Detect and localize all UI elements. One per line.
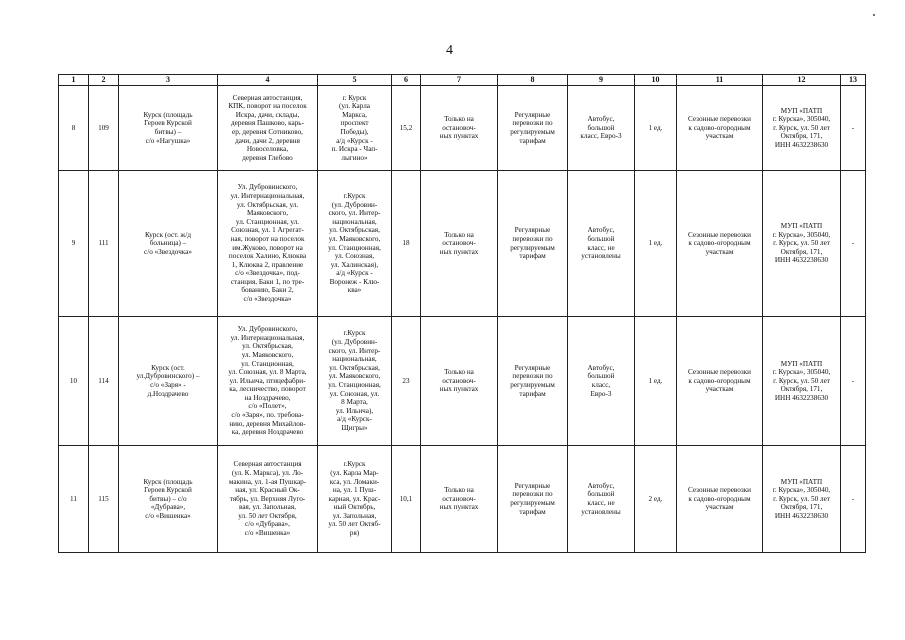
boarding-procedure: Только на остановоч- ных пунктах xyxy=(421,86,498,171)
boarding-procedure: Только на остановоч- ных пунктах xyxy=(421,171,498,317)
route-name: Курск (площадь Героев Курской битвы) – с/о «Дубрава», с/о «Вишенка» xyxy=(119,446,218,553)
scan-speck xyxy=(873,14,875,16)
table-row xyxy=(59,446,866,553)
table-row xyxy=(59,317,866,446)
vehicle-count: 1 ед. xyxy=(635,86,677,171)
routes-table xyxy=(58,74,866,553)
column-header-4: 4 xyxy=(218,75,318,86)
route-number: 115 xyxy=(89,446,119,553)
streets-list: г.Курск (ул. Карла Мар- кса, ул. Ломаки- на, ул. 1 Пуш- карная, ул. Крас- ный Октябрь, ул. Запольная, ул. 50 лет Октяб- ря) xyxy=(318,446,392,553)
carrier-info: МУП «ПАТП г. Курска», 305040, г. Курск, ул. 50 лет Октября, 171, ИНН 4632238630 xyxy=(763,317,841,446)
stops-list: Ул. Дубровинского, ул. Интернациональная, ул. Октябрьская, ул. Маяковского, ул. Станционная, ул. Союзная, ул. 8 Марта, ул. Ильича, птицефабри- ка, лесничество, поворот на Ноздрачево, с/о «Полет», с/о «Заря», по. требова- нию, деревня Михайлов- ка, деревня Ноздрачево xyxy=(218,317,318,446)
route-number: 109 xyxy=(89,86,119,171)
notes: - xyxy=(841,171,866,317)
column-header-9: 9 xyxy=(568,75,635,86)
stops-list: Ул. Дубровинского, ул. Интернациональная, ул. Октябрьская, ул. Маяковского, ул. Станционная, ул. Союзная, ул. 1 Агрегат- ная, поворот на поселок им.Жуково, поворот на поселок Халино, Клюква 1, Клюква 2, правление с/о «Звездочка», под- станция, Баки 1, по тре- бованию, Баки 2, с/о «Звездочка» xyxy=(218,171,318,317)
route-length: 23 xyxy=(392,317,421,446)
service-schedule: Сезонные перевозки к садово-огородным участкам xyxy=(677,171,763,317)
page-number: 4 xyxy=(446,43,453,58)
boarding-procedure: Только на остановоч- ных пунктах xyxy=(421,317,498,446)
streets-list: г.Курск (ул. Дубровин- ского, ул. Интер- национальная, ул. Октябрьская, ул. Маяковского, ул. Станционная, ул. Союзная, ул. Халинская), а/д «Курск - Воронеж - Клю- ква» xyxy=(318,171,392,317)
column-header-3: 3 xyxy=(119,75,218,86)
route-length: 18 xyxy=(392,171,421,317)
row-number: 10 xyxy=(59,317,89,446)
service-schedule: Сезонные перевозки к садово-огородным участкам xyxy=(677,86,763,171)
column-header-13: 13 xyxy=(841,75,866,86)
streets-list: г. Курск (ул. Карла Маркса, проспект Победы), а/д «Курск - п. Искра - Чап- лыгино» xyxy=(318,86,392,171)
boarding-procedure: Только на остановоч- ных пунктах xyxy=(421,446,498,553)
carrier-info: МУП «ПАТП г. Курска», 305040, г. Курск, ул. 50 лет Октября, 171, ИНН 4632238630 xyxy=(763,86,841,171)
service-schedule: Сезонные перевозки к садово-огородным участкам xyxy=(677,317,763,446)
column-header-8: 8 xyxy=(498,75,568,86)
transport-type: Регулярные перевозки по регулируемым тарифам xyxy=(498,171,568,317)
column-header-11: 11 xyxy=(677,75,763,86)
route-number: 114 xyxy=(89,317,119,446)
transport-type: Регулярные перевозки по регулируемым тарифам xyxy=(498,317,568,446)
vehicle-class: Автобус, большой класс, не установлены xyxy=(568,171,635,317)
vehicle-class: Автобус, большой класс, Евро-3 xyxy=(568,86,635,171)
route-name: Курск (площадь Героев Курской битвы) – с/о «Нагушка» xyxy=(119,86,218,171)
column-header-2: 2 xyxy=(89,75,119,86)
route-length: 10,1 xyxy=(392,446,421,553)
row-number: 9 xyxy=(59,171,89,317)
header-row xyxy=(59,75,866,86)
column-header-7: 7 xyxy=(421,75,498,86)
column-header-12: 12 xyxy=(763,75,841,86)
table-row xyxy=(59,86,866,171)
vehicle-count: 1 ед. xyxy=(635,171,677,317)
column-header-6: 6 xyxy=(392,75,421,86)
service-schedule: Сезонные перевозки к садово-огородным участкам xyxy=(677,446,763,553)
notes: - xyxy=(841,86,866,171)
row-number: 8 xyxy=(59,86,89,171)
stops-list: Северная автостанция, КПК, поворот на поселок Искра, дачи, склады, деревня Пашково, карь- ер, деревня Сотниково, дачи, дачи 2, деревня Новоселовка, деревня Глебово xyxy=(218,86,318,171)
carrier-info: МУП «ПАТП г. Курска», 305040, г. Курск, ул. 50 лет Октября, 171, ИНН 4632238630 xyxy=(763,446,841,553)
notes: - xyxy=(841,317,866,446)
column-header-5: 5 xyxy=(318,75,392,86)
transport-type: Регулярные перевозки по регулируемым тарифам xyxy=(498,86,568,171)
vehicle-count: 1 ед. xyxy=(635,317,677,446)
route-number: 111 xyxy=(89,171,119,317)
route-length: 15,2 xyxy=(392,86,421,171)
row-number: 11 xyxy=(59,446,89,553)
route-name: Курск (ост. ул.Дубровинского) – с/о «Заря» - д.Ноздрачево xyxy=(119,317,218,446)
vehicle-count: 2 ед. xyxy=(635,446,677,553)
route-name: Курск (ост. ж/д больница) – с/о «Звездочка» xyxy=(119,171,218,317)
table-row xyxy=(59,171,866,317)
vehicle-class: Автобус, большой класс, Евро-3 xyxy=(568,317,635,446)
notes: - xyxy=(841,446,866,553)
vehicle-class: Автобус, большой класс, не установлены xyxy=(568,446,635,553)
streets-list: г.Курск (ул. Дубровин- ского, ул. Интер- национальная, ул. Октябрьская, ул. Маяковского, ул. Станционная, ул. Союзная, ул. 8 Марта, ул. Ильича), а/д «Курск- Щигры» xyxy=(318,317,392,446)
column-header-10: 10 xyxy=(635,75,677,86)
stops-list: Северная автостанция (ул. К. Маркса), ул. Ло- макина, ул. 1-ая Пушкар- ная, ул. Красный Ок- тябрь, ул. Верхняя Луго- вая, ул. Запольная, ул. 50 лет Октября, с/о «Дубрава», с/о «Вишенка» xyxy=(218,446,318,553)
transport-type: Регулярные перевозки по регулируемым тарифам xyxy=(498,446,568,553)
carrier-info: МУП «ПАТП г. Курска», 305040, г. Курск, ул. 50 лет Октября, 171, ИНН 4632238630 xyxy=(763,171,841,317)
column-header-1: 1 xyxy=(59,75,89,86)
